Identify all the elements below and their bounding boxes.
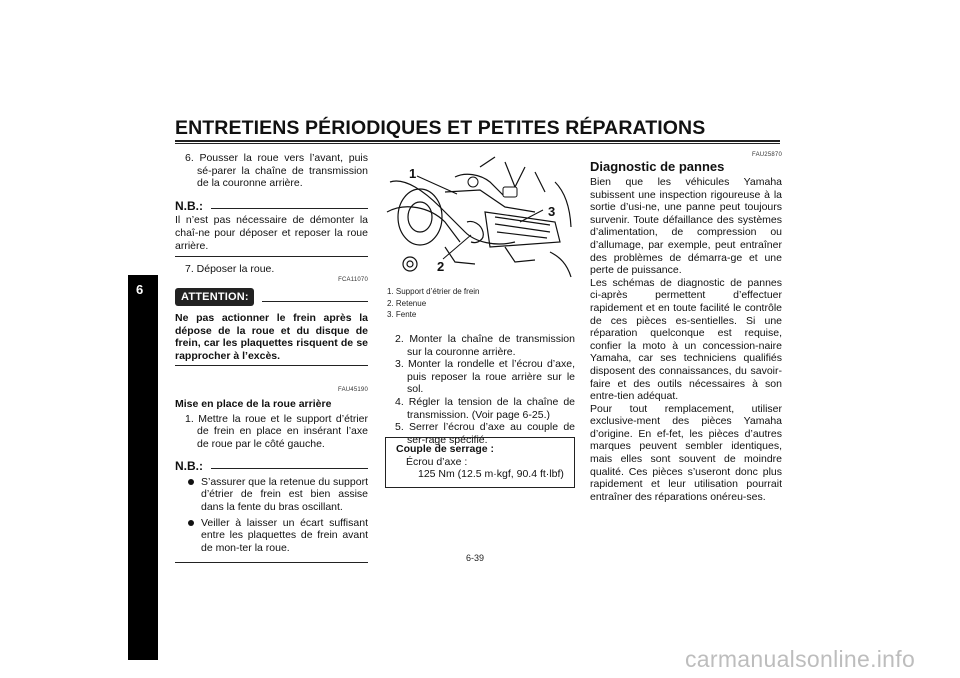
nb-heading-2 bbox=[175, 460, 368, 473]
paragraph: Bien que les véhicules Yamaha subissent une inspection rigoureuse à la sortie d’usi-ne, une panne peut toujours survenir. Toute défaillance des systèmes d’alimentation, de compression ou d’allumage, par exemple, peut entraîner des problèmes de démarra-ge et une perte de puissance. bbox=[590, 176, 782, 277]
torque-value: 125 Nm (12.5 m·kgf, 90.4 ft·lbf) bbox=[418, 468, 564, 481]
chapter-tab bbox=[128, 275, 158, 660]
torque-spec-box bbox=[385, 437, 575, 488]
step-7: 7. Déposer la roue. bbox=[185, 263, 275, 276]
torque-title: Couple de serrage : bbox=[396, 443, 495, 455]
figure-brake-caliper bbox=[385, 152, 575, 282]
title-rule-thin bbox=[175, 143, 780, 144]
page-title: ENTRETIENS PÉRIODIQUES ET PETITES RÉPARATIONS bbox=[175, 117, 706, 139]
attention-badge: ATTENTION: bbox=[175, 288, 254, 306]
chapter-number: 6 bbox=[136, 282, 144, 297]
attention-text: Ne pas actionner le frein après la dépose de la roue et du disque de frein, car les plaquettes risquent de se rapprocher à l’excès. bbox=[175, 311, 368, 362]
title-rule bbox=[175, 140, 780, 142]
attention-code: FCA11070 bbox=[338, 276, 368, 283]
section-title: Diagnostic de pannes bbox=[590, 159, 725, 174]
legend-item: 1. Support d’étrier de frein bbox=[387, 287, 480, 296]
step-1: 1. Mettre la roue et le support d’étrier de frein en place en insérant l’axe de roue par le côté gauche. bbox=[185, 412, 368, 450]
nb-end-rule-1 bbox=[175, 256, 368, 257]
nb-bullet: Veiller à laisser un écart suffisant entre les plaquettes de frein avant de mon-ter la roue. bbox=[175, 517, 368, 555]
attention-end-rule bbox=[175, 365, 368, 366]
section-title: Mise en place de la roue arrière bbox=[175, 397, 332, 410]
nb-heading-1 bbox=[175, 200, 368, 213]
paragraph: Les schémas de diagnostic de pannes ci-après permettent d’effectuer rapidement et en toute facilité le contrôle de ces pièces es-sentielles. Si une réparation quelconque est requise, confier la moto à un concession-naire Yamaha, car ses techniciens qualifiés disposent des connaissances, du savoir-faire et des outils nécessaires à son entre-tien adéquat. bbox=[590, 276, 782, 403]
nb-bullet: S’assurer que la retenue du support d’étrier de frein est bien assise dans la fente du bras oscillant. bbox=[175, 476, 368, 514]
paragraph: Pour tout remplacement, utiliser exclusive-ment des pièces Yamaha d’origine. En ef-fet, les pièces d’autres marques peuvent sembler identiques, mais elles sont souvent de moindre qualité. Ces pièces s’useront donc plus rapidement et leur utilisation pourrait entraîner des réparations onéreu-ses. bbox=[590, 402, 782, 503]
legend-item: 3. Fente bbox=[387, 310, 417, 319]
torque-item: Écrou d’axe : bbox=[406, 455, 468, 468]
column-3 bbox=[590, 152, 782, 503]
watermark: carmanualsonline.info bbox=[685, 646, 916, 672]
bullet-dot-icon bbox=[188, 520, 194, 526]
step-4: 4. Régler la tension de la chaîne de transmission. (Voir page 6-25.) bbox=[395, 395, 575, 421]
legend-item: 2. Retenue bbox=[387, 298, 427, 308]
column-2-steps bbox=[385, 333, 575, 446]
step-6: 6. Pousser la roue vers l’avant, puis sé-parer la chaîne de transmission de la couronne arrière. bbox=[185, 152, 368, 190]
page-number: 6-39 bbox=[466, 553, 485, 563]
column-1 bbox=[175, 152, 368, 563]
bullet-dot-icon bbox=[188, 479, 194, 485]
attention-heading bbox=[175, 288, 368, 306]
nb-end-rule-2 bbox=[175, 562, 368, 563]
step-5: 5. Serrer l’écrou d’axe au couple de ser-rage spécifié. bbox=[395, 421, 575, 446]
section-code: FAU45190 bbox=[338, 387, 368, 394]
figure-legend bbox=[387, 286, 577, 321]
callout-3: 3 bbox=[548, 204, 556, 219]
section-code: FAU25870 bbox=[752, 152, 782, 158]
nb-label: N.B.: bbox=[175, 459, 203, 474]
nb-label: N.B.: bbox=[175, 198, 203, 213]
step-2: 2. Monter la chaîne de transmission sur la couronne arrière. bbox=[395, 333, 575, 358]
nb-text-1: Il n’est pas nécessaire de démonter la chaî-ne pour déposer et reposer la roue arrière. bbox=[175, 214, 368, 252]
step-3: 3. Monter la rondelle et l’écrou d’axe, puis reposer la roue arrière sur le sol. bbox=[395, 358, 575, 396]
brake-caliper-illustration bbox=[385, 152, 575, 282]
callout-1: 1 bbox=[409, 166, 417, 181]
callout-2: 2 bbox=[437, 259, 445, 274]
